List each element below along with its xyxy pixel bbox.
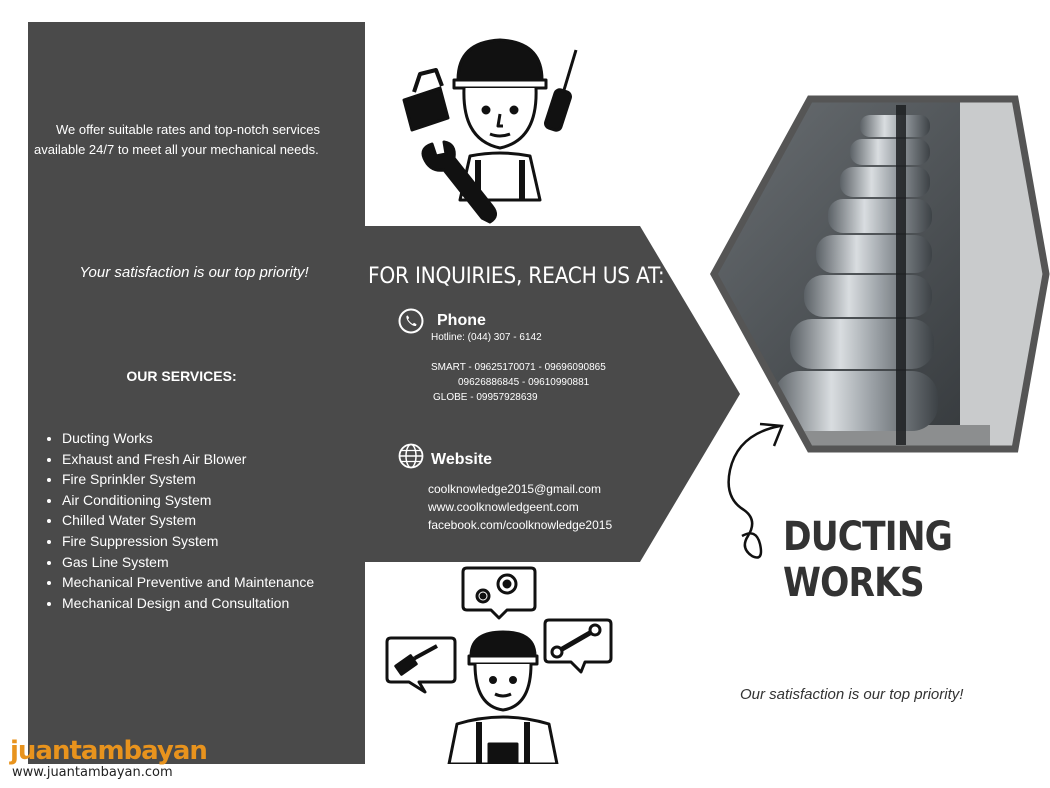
service-item: • Mechanical Preventive and Maintenance (62, 572, 314, 593)
worker-with-tools-illustration (400, 30, 600, 230)
website-lines (428, 480, 612, 534)
right-tagline: Our satisfaction is our top priority! (740, 686, 964, 703)
smart-line-2: 09626886845 - 09610990881 (458, 377, 590, 388)
inquiries-title: FOR INQUIRIES, REACH US AT: (368, 264, 665, 289)
worker-thinking-illustration (385, 560, 620, 764)
globe-icon (398, 443, 424, 469)
service-item: • Fire Sprinkler System (62, 469, 314, 490)
service-item: • Gas Line System (62, 552, 314, 573)
smart-line-1: SMART - 09625170071 - 09696090865 (431, 362, 606, 373)
phone-icon (398, 308, 424, 334)
phone-label: Phone (437, 312, 486, 329)
service-item: • Fire Suppression System (62, 531, 314, 552)
watermark-url: www.juantambayan.com (12, 765, 173, 780)
facebook-url: facebook.com/coolknowledge2015 (428, 518, 613, 532)
left-tagline: Your satisfaction is our top priority! (79, 264, 309, 281)
website-url: www.coolknowledgeent.com (428, 500, 579, 514)
ducting-photo (710, 95, 1050, 453)
ducting-works-title (783, 514, 952, 606)
website-label: Website (431, 451, 493, 468)
email-text: coolknowledge2015@gmail.com (428, 482, 601, 496)
service-item: • Chilled Water System (62, 510, 314, 531)
globe-line: GLOBE - 09957928639 (433, 392, 538, 403)
service-item: • Air Conditioning System (62, 490, 314, 511)
intro-text: We offer suitable rates and top-notch services available 24/7 to meet all your mechanical needs. (34, 122, 320, 157)
services-title: OUR SERVICES: (126, 368, 237, 384)
curvy-arrow-icon (718, 420, 788, 570)
logo-text: juantambayan (10, 736, 207, 766)
service-item: • Mechanical Design and Consultation (62, 593, 314, 614)
juantambayan-logo (10, 736, 207, 766)
left-panel (28, 22, 365, 764)
service-item: • Ducting Works (62, 428, 314, 449)
title-line-1: DUCTING (783, 514, 953, 560)
services-list (42, 428, 314, 613)
service-item: • Exhaust and Fresh Air Blower (62, 449, 314, 470)
hotline-text: Hotline: (044) 307 - 6142 (431, 332, 542, 343)
title-line-2: WORKS (783, 560, 924, 606)
